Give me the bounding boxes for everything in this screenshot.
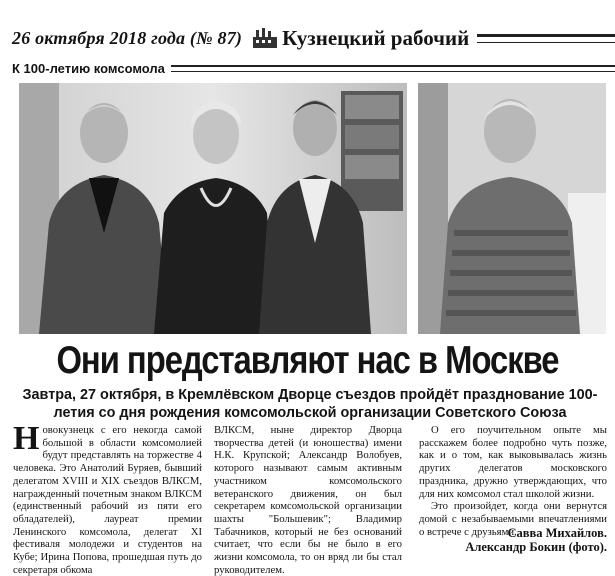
article-text-3a: О его поучительном опыте мы расскажем более подробно чуть позже, как и о том, как выковывалась жизнь других делегатов московского праздника, дружно утверждающих, что для них комсомол стал школой жизни.: [419, 424, 607, 500]
portrait-photo: [418, 83, 606, 334]
article-column-3: [419, 424, 607, 538]
group-photo: [19, 83, 407, 334]
article-column-2: [214, 424, 402, 576]
portrait-photo-drawing: [418, 83, 606, 334]
issue-date: 26 октября 2018 года (№ 87): [12, 27, 243, 48]
masthead: [12, 26, 615, 50]
photo-credit: Александр Бокин (фото).: [465, 540, 607, 554]
rubric-rule: [171, 65, 615, 72]
article-text-3b: Это произойдет, когда они вернутся домой с незабываемыми впечатлениями о встрече с друзьями.: [419, 500, 607, 538]
article-text-2: ВЛКСМ, ныне директор Дворца творчества детей (и юношества) имени Н.К. Крупской; Александр Волобуев, которого называют самым активным участником комсомольского ветеранского движения, он был секретарем комсомольской организации шахты "Большевик"; Владимир Табачников, который не без оснований считает, что если бы не было в его жизни комсомола, то он вряд ли бы стал руководителем.: [214, 424, 402, 576]
drop-cap: Н: [13, 420, 40, 457]
author-signature: Савва Михайлов.: [507, 526, 607, 540]
paper-name: Кузнецкий рабочий: [282, 25, 470, 50]
factory-logo-icon: [252, 27, 278, 49]
lead-paragraph: Завтра, 27 октября, в Кремлёвском Дворце съездов пройдёт празднование 100-летия со дня рождения комсомольской организации Советского Союза: [22, 387, 598, 421]
masthead-rule: [477, 34, 615, 43]
rubric-label: К 100-летию комсомола: [12, 60, 165, 76]
group-photo-drawing: [19, 83, 407, 334]
headline: Они представляют нас в Москве: [56, 339, 559, 382]
article-column-1: [13, 420, 202, 576]
rubric-row: [12, 59, 615, 77]
article-text-1: овокузнецк с его некогда самой большой в области комсомолией будут представлять на торжестве 4 человека. Это Анатолий Буряев, бывший делегатом XVIII и XIX съездов ВЛКСМ, награжденный почетным знаком ВЛКСМ (единственный рабочий из пяти его обладателей), лауреат премии Ленинского комсомола, делегат XI фестиваля молодежи и студентов на Кубе; Ирина Попова, прошедшая путь до секретаря обкома: [13, 424, 202, 576]
